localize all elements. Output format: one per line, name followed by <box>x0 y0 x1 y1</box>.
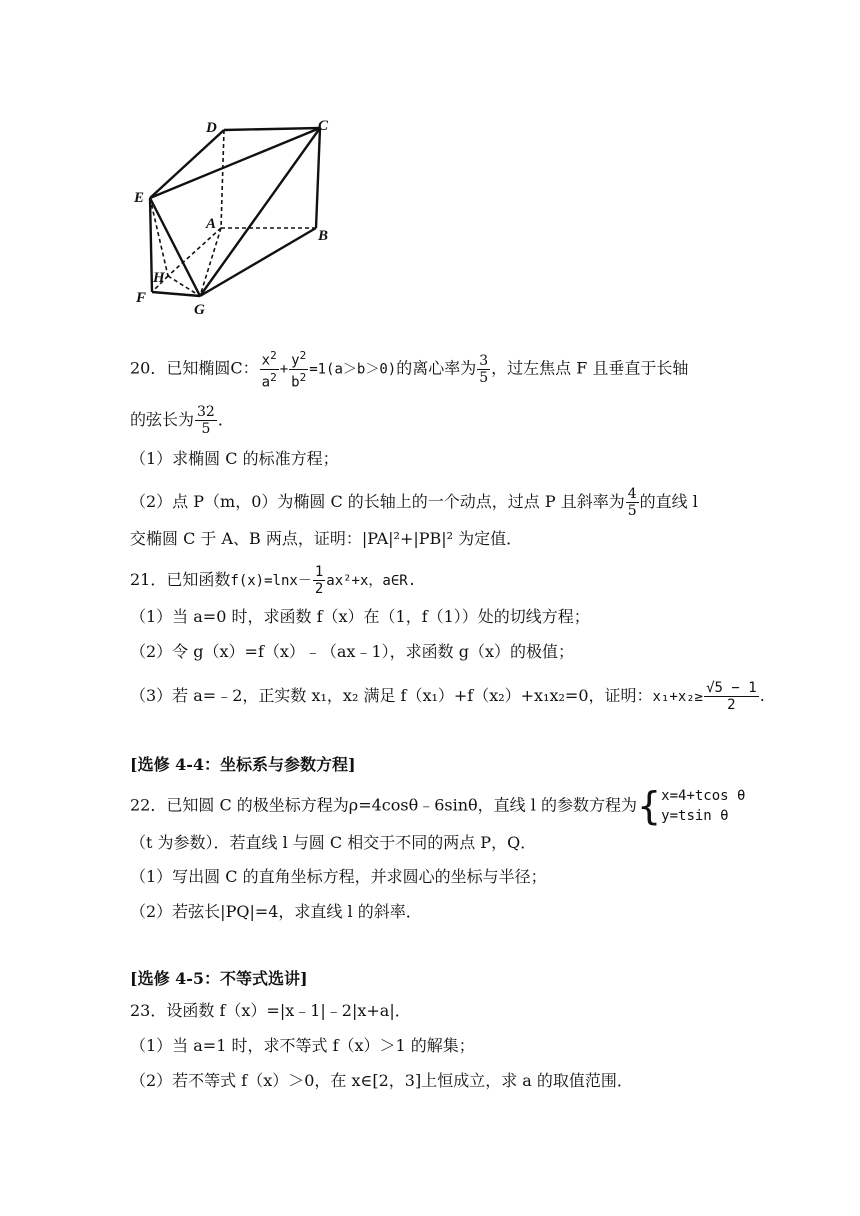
edge-AH <box>168 228 221 276</box>
q22-part2: （2）若弦长|PQ|=4，求直线 l 的斜率． <box>130 902 422 921</box>
q22-number: 22． <box>130 795 167 815</box>
label-D: D <box>206 120 217 136</box>
edge-CB <box>316 128 320 228</box>
q23-line1: 23．设函数 f（x）=|x﹣1|﹣2|x+a|． <box>130 1001 411 1020</box>
sqrt5-fraction: $\frac{√5 - 1}{2}$ <box>706 680 757 713</box>
q20-line1: 20．已知椭圆C： $\frac{x^2}{a^2}$ + $\frac{y^2}{b^2}$ =1(a＞b＞0)的离心率为 $\frac{3}{5}$ ，过左焦点 F 且垂直于长轴 <box>130 349 689 391</box>
q20-part1: （1）求椭圆 C 的标准方程； <box>130 449 339 468</box>
q21-line1: 21．已知函数f(x)=lnx－ $\frac{1}{2}$ ax²+x，a∈R. <box>130 564 417 597</box>
q21-number: 21． <box>130 570 167 589</box>
edge-EF <box>150 198 152 292</box>
q20-part2: （2）点 P（m，0）为椭圆 C 的长轴上的一个动点，过点 P 且斜率为 $\frac{4}{5}$ 的直线 l <box>130 486 698 519</box>
q22-line1: 22．已知圆 C 的极坐标方程为ρ=4cosθ﹣6sinθ，直线 l 的参数方程为{ x=4+tcos θ y=tsin θ <box>130 784 746 828</box>
q20-number: 20． <box>130 358 167 378</box>
q23-number: 23． <box>130 1001 167 1020</box>
label-F: F <box>136 290 147 306</box>
label-B: B <box>318 228 329 244</box>
section-heading-4-4: [选修 4-4：坐标系与参数方程] <box>130 755 356 774</box>
q20-line2: 的弦长为 $\frac{32}{5}$ ． <box>130 404 234 437</box>
label-C: C <box>318 118 329 134</box>
edge-FG <box>152 292 200 296</box>
q22-part1: （1）写出圆 C 的直角坐标方程，并求圆心的坐标与半径； <box>130 867 547 886</box>
chord-length-fraction: $\frac{32}{5}$ <box>197 404 215 437</box>
solid-diagram <box>128 110 348 320</box>
edge-DC <box>224 128 320 130</box>
ellipse-x-term: $\frac{x^2}{a^2}$ <box>261 349 277 391</box>
left-brace: { <box>636 784 662 828</box>
q23-part2: （2）若不等式 f（x）＞0，在 x∈[2，3]上恒成立，求 a 的取值范围． <box>130 1071 633 1090</box>
ellipse-y-term: $\frac{y^2}{b^2}$ <box>291 349 307 391</box>
q21-part3: （3）若 a=﹣2，正实数 x₁，x₂ 满足 f（x₁）+f（x₂）+x₁x₂=0，证明：x₁+x₂≥ $\frac{√5 - 1}{2}$ . <box>130 680 765 713</box>
q21-part1: （1）当 a=0 时，求函数 f（x）在（1，f（1））处的切线方程； <box>130 607 590 626</box>
edge-DA <box>221 130 224 228</box>
q23-part1: （1）当 a=1 时，求不等式 f（x）＞1 的解集； <box>130 1036 475 1055</box>
section-heading-4-5: [选修 4-5：不等式选讲] <box>130 969 308 988</box>
label-A: A <box>206 216 217 232</box>
parametric-system: x=4+tcos θ y=tsin θ <box>661 788 746 824</box>
edge-DE <box>150 130 224 198</box>
q20-part2-cont: 交椭圆 C 于 A、B 两点，证明：|PA|²+|PB|² 为定值． <box>130 529 523 548</box>
slope-fraction: $\frac{4}{5}$ <box>627 486 637 519</box>
q21-part2: （2）令 g（x）=f（x）﹣（ax﹣1），求函数 g（x）的极值； <box>130 642 574 661</box>
edge-EH <box>150 198 168 276</box>
geometry-figure <box>128 110 348 320</box>
eccentricity-fraction: $\frac{3}{5}$ <box>479 352 489 386</box>
label-E: E <box>134 190 145 206</box>
label-H: H <box>153 270 165 286</box>
q22-line2: （t 为参数）．若直线 l 与圆 C 相交于不同的两点 P，Q． <box>130 833 537 852</box>
half-fraction: $\frac{1}{2}$ <box>314 564 324 597</box>
label-G: G <box>194 302 205 318</box>
